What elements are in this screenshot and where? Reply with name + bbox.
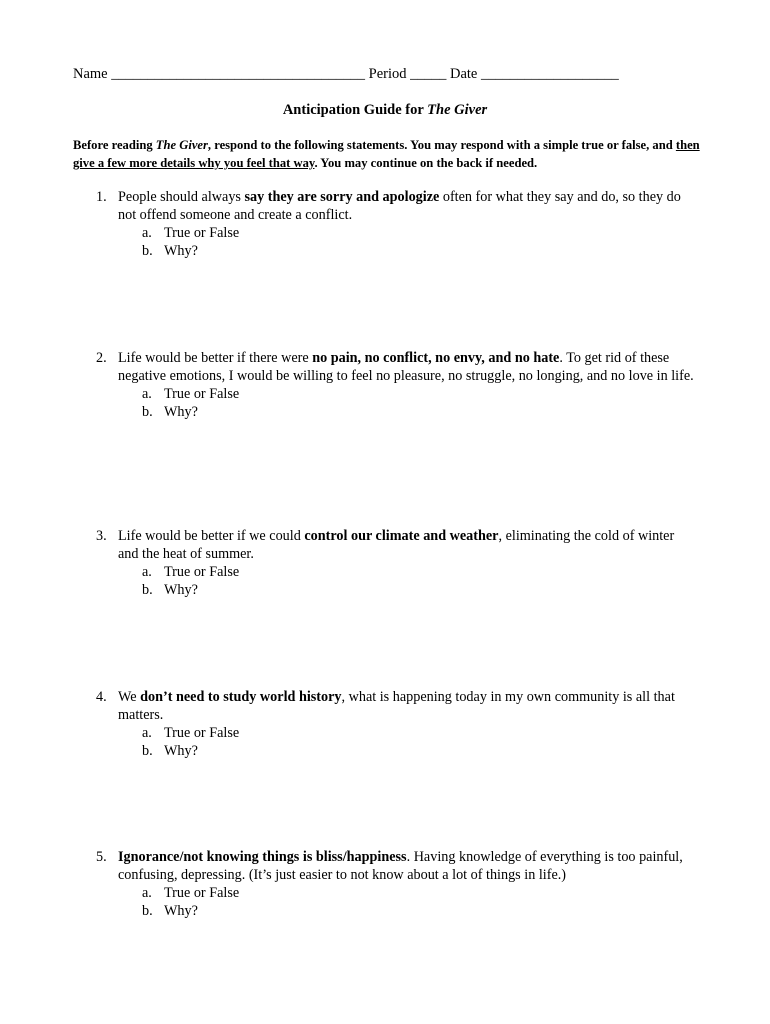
question-emphasis: no pain, no conflict, no envy, and no hate [312,350,560,366]
option-letter: b. [142,743,153,759]
question-text-after: . Having knowledge of everything is too painful, confusing, depressing. (It’s just easier to not know about a lot of things in life.) [118,849,683,883]
page-title [0,102,770,119]
period-blank: _____ [410,66,447,82]
option-why [142,581,696,599]
title-book: The Giver [427,102,488,118]
question-number: 2. [96,350,107,366]
question-text [118,527,696,563]
option-letter: b. [142,404,153,420]
option-letter: a. [142,885,152,901]
answer-options [142,724,696,760]
question-text [118,848,696,884]
option-why [142,242,696,260]
question-number: 4. [96,689,107,705]
instructions [73,136,713,172]
question-text-after: . To get rid of these negative emotions, I would be willing to feel no pleasure, no struggle, no longing, and no love in life. [118,350,694,384]
option-text: True or False [164,225,240,241]
option-true-false [142,884,696,902]
option-letter: a. [142,386,152,402]
option-true-false [142,224,696,242]
option-letter: a. [142,725,152,741]
answer-options [142,884,696,920]
option-text: Why? [164,743,198,759]
option-text: True or False [164,885,240,901]
option-letter: b. [142,243,153,259]
question-number: 1. [96,189,107,205]
question-text [118,688,696,724]
answer-options [142,563,696,599]
question-text [118,188,696,224]
option-text: Why? [164,243,198,259]
question-1 [96,188,696,260]
option-true-false [142,724,696,742]
option-why [142,403,696,421]
instructions-book-title: The Giver [155,138,208,152]
question-5 [96,848,696,920]
question-text-before: Life would be better if we could [118,528,305,544]
option-true-false [142,385,696,403]
option-letter: b. [142,903,153,919]
answer-options [142,224,696,260]
instructions-part-3: . You may continue on the back if needed. [314,156,538,170]
question-number: 3. [96,528,107,544]
question-emphasis: Ignorance/not knowing things is bliss/happiness [118,849,407,865]
option-text: Why? [164,903,198,919]
instructions-part-1: Before reading [73,138,156,152]
question-emphasis: don’t need to study world history [140,689,342,705]
question-3 [96,527,696,599]
question-text-after: , eliminating the cold of winter and the heat of summer. [118,528,675,562]
instructions-underlined: then give a few more details why you feel that way [73,138,700,170]
option-why [142,742,696,760]
title-prefix: Anticipation Guide for [282,102,428,118]
question-text-after: , what is happening today in my own community is all that matters. [118,689,675,723]
student-info-line [73,66,619,83]
option-letter: a. [142,225,152,241]
question-2 [96,349,696,421]
name-label: Name [73,66,108,82]
date-blank: ___________________ [480,66,619,82]
period-label: Period [368,66,407,82]
option-text: True or False [164,386,240,402]
option-why [142,902,696,920]
question-text-before: People should always [118,189,245,205]
question-text [118,349,696,385]
question-4 [96,688,696,760]
option-text: Why? [164,404,198,420]
option-true-false [142,563,696,581]
question-emphasis: say they are sorry and apologize [244,189,440,205]
option-letter: a. [142,564,152,580]
question-text-before: Life would be better if there were [118,350,313,366]
instructions-part-2: , respond to the following statements. You may respond with a simple true or false, and [207,138,676,152]
option-letter: b. [142,582,153,598]
date-label: Date [449,66,478,82]
answer-options [142,385,696,421]
question-emphasis: control our climate and weather [304,528,499,544]
question-text-after: often for what they say and do, so they do not offend someone and create a conflict. [118,189,681,223]
option-text: Why? [164,582,198,598]
option-text: True or False [164,564,240,580]
option-text: True or False [164,725,240,741]
question-number: 5. [96,849,107,865]
name-blank: ___________________________________ [111,66,365,82]
question-text-before: We [118,689,141,705]
